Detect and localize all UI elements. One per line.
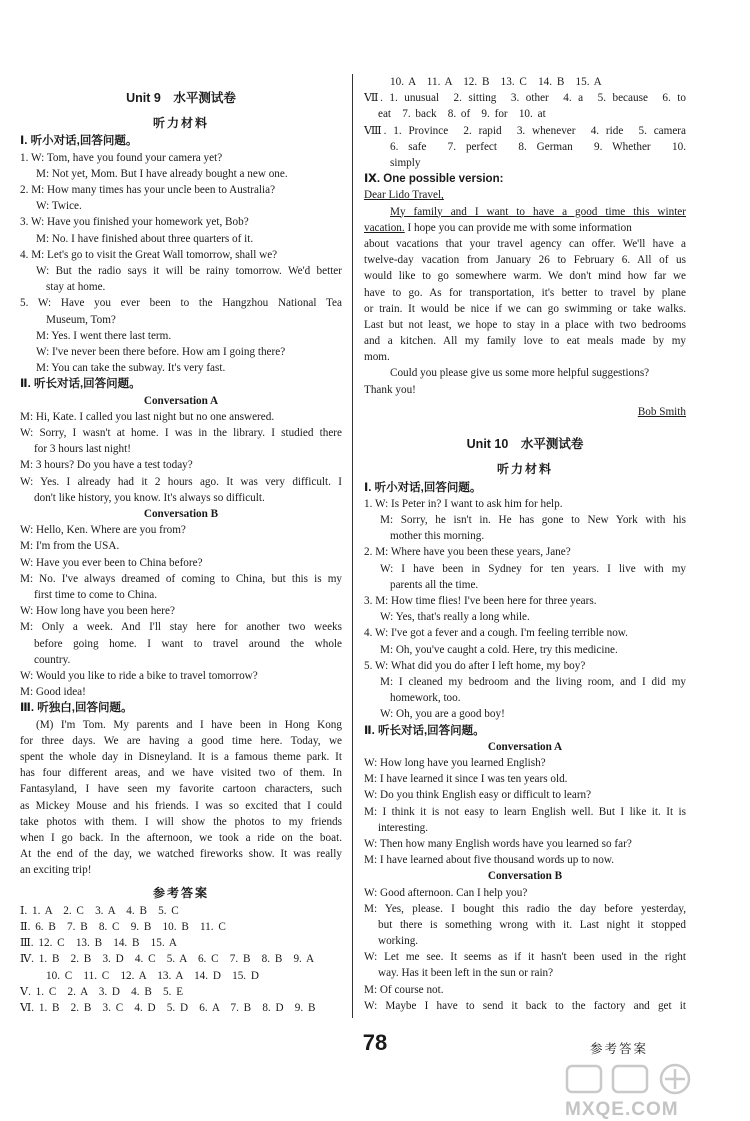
- letter-line: mom.: [364, 351, 390, 364]
- unit10-section-2-heading: Ⅱ. 听长对话,回答问题。: [364, 724, 485, 737]
- dialogue-line: working.: [378, 935, 419, 948]
- answer-line: eat 7. back 8. of 9. for 10. at: [378, 108, 546, 121]
- unit10-conversation-b-title: Conversation B: [487, 870, 563, 883]
- answer-line: Ⅰ. 1. A 2. C 3. A 4. B 5. C: [20, 904, 179, 917]
- footer-label: 参考答案: [590, 1042, 649, 1056]
- dialogue-line: M: No. I have finished about three quarters of it.: [36, 232, 254, 245]
- dialogue-line: M: Yes. I went there last term.: [36, 329, 172, 342]
- dialogue-line: M: Oh, you've caught a cold. Here, try this medicine.: [380, 643, 618, 656]
- dialogue-line: W: Twice.: [36, 200, 82, 213]
- dialogue-line: M: I have learned about five thousand words up to now.: [364, 854, 615, 867]
- letter-vacation-word: vacation.: [364, 221, 405, 234]
- monologue-line: an exciting trip!: [20, 864, 92, 877]
- dialogue-line: for 3 hours last night!: [34, 443, 131, 456]
- dialogue-line: 2. M: How many times has your uncle been to Australia?: [20, 184, 276, 197]
- dialogue-line: Museum, Tom?: [46, 313, 116, 326]
- answer-line: 10. A 11. A 12. B 13. C 14. B 15. A: [390, 76, 602, 88]
- writing-section-heading: Ⅸ. One possible version:: [364, 173, 504, 186]
- letter-line-rest: I hope you can provide me with some information: [404, 221, 632, 234]
- unit9-answer-key: [20, 903, 342, 1016]
- dialogue-line: 2. M: Where have you been these years, Jane?: [364, 546, 571, 559]
- dialogue-line: W: I have been in Sydney for ten years. I live with my: [380, 562, 686, 575]
- unit9-conversation-a-title: Conversation A: [143, 394, 219, 407]
- column-divider: [352, 74, 353, 1018]
- letter-line: have to go. As for transportation, it's better to travel by plane: [364, 286, 686, 299]
- dialogue-line: W: Would you like to ride a bike to travel tomorrow?: [20, 670, 258, 682]
- monologue-line: At the end of the day, we watched fireworks show. It was really: [20, 848, 342, 861]
- dialogue-line: 1. W: Is Peter in? I want to ask him for help.: [364, 497, 563, 510]
- letter-line: [364, 220, 686, 236]
- letter-line: twelve-day vacation from January 26 to February 6. All of us: [364, 254, 686, 267]
- monologue-line: for three days. We are having a good time here. Today, we: [20, 734, 342, 747]
- watermark-glyphs: [567, 1065, 689, 1093]
- letter-first-line: My family and I want to have a good time this winter: [390, 205, 686, 218]
- dialogue-line: 5. W: Have you ever been to the Hangzhou National Tea: [20, 297, 342, 310]
- unit10-listening-title: 听力材料: [496, 462, 553, 477]
- dialogue-line: 1. W: Tom, have you found your camera yet?: [20, 151, 223, 164]
- dialogue-line: parents all the time.: [390, 578, 479, 591]
- left-column: [20, 74, 342, 1016]
- dialogue-line: W: Hello, Ken. Where are you from?: [20, 524, 186, 537]
- dialogue-line: M: Not yet, Mom. But I have already bought a new one.: [36, 167, 288, 180]
- monologue-line: as Mickey Mouse and his friends. I was so excited that I could: [20, 799, 342, 812]
- dialogue-line: W: Oh, you are a good boy!: [380, 708, 505, 721]
- dialogue-line: M: Yes, please. I bought this radio the day before yesterday,: [364, 902, 686, 915]
- dialogue-line: W: Then how many English words have you learned so far?: [364, 837, 632, 850]
- dialogue-line: W: Let me see. It seems as if it hasn't been used in the right: [364, 951, 686, 964]
- monologue-line: has four different areas, and we have visited two of them. In: [20, 767, 342, 780]
- letter-line: Last but not least, we hope to stay in a place with two bedrooms: [364, 318, 686, 331]
- dialogue-line: homework, too.: [390, 692, 461, 705]
- answer-line: Ⅷ. 1. Province 2. rapid 3. whenever 4. ride 5. camera: [364, 124, 686, 137]
- signature-text: Bob Smith: [637, 405, 686, 418]
- dialogue-line: M: I cleaned my bedroom and the living room, and I did my: [380, 675, 686, 688]
- monologue-line: Fantasyland, I have seen my favorite cartoon characters, such: [20, 783, 342, 796]
- monologue-line: take photos with them. I will show the photos to my friends: [20, 815, 342, 828]
- answer-line: Ⅵ. 1. B 2. B 3. C 4. D 5. D 6. A 7. B 8. D 9. B: [20, 1001, 316, 1014]
- letter-greeting: Dear Lido Travel,: [364, 189, 444, 202]
- dialogue-line: 4. M: Let's go to visit the Great Wall tomorrow, shall we?: [20, 248, 278, 261]
- watermark-text: MXQE.COM: [565, 1099, 679, 1120]
- answer-line: Ⅶ. 1. unusual 2. sitting 3. other 4. a 5. because 6. to: [364, 92, 686, 105]
- dialogue-line: interesting.: [378, 821, 429, 834]
- unit9-conversation-b-title: Conversation B: [143, 508, 219, 521]
- unit10-conversation-a-title: Conversation A: [487, 740, 563, 753]
- unit9-answers-title: 参考答案: [152, 885, 209, 900]
- dialogue-line: country.: [34, 653, 71, 666]
- watermark-logo: [555, 1062, 740, 1120]
- dialogue-line: 3. M: How time flies! I've been here for three years.: [364, 594, 597, 607]
- dialogue-line: 5. W: What did you do after I left home, my boy?: [364, 659, 586, 672]
- dialogue-line: M: Hi, Kate. I called you last night but no one answered.: [20, 410, 275, 423]
- dialogue-line: W: But the radio says it will be rainy tomorrow. We'd better: [36, 265, 342, 278]
- monologue-line: when I go back. In the afternoon, we took a ride on the boat.: [20, 831, 342, 844]
- answer-line: Ⅱ. 6. B 7. B 8. C 9. B 10. B 11. C: [20, 920, 226, 933]
- unit9-section-3-heading: Ⅲ. 听独白,回答问题。: [20, 702, 133, 715]
- page-number: 78: [362, 1030, 388, 1055]
- dialogue-line: W: Yes, that's really a long while.: [380, 611, 530, 624]
- dialogue-line: 4. W: I've got a fever and a cough. I'm feeling terrible now.: [364, 627, 628, 640]
- dialogue-line: M: I have learned it since I was ten years old.: [364, 773, 568, 786]
- dialogue-line: but there is something wrong with it. Last night it stopped: [378, 918, 686, 931]
- dialogue-line: 3. W: Have you finished your homework yet, Bob?: [20, 216, 249, 229]
- letter-line: and a kitchen. All my family love to eat meals made by my: [364, 335, 686, 348]
- answer-line: 6. safe 7. perfect 8. German 9. Whether 10.: [390, 140, 686, 153]
- dialogue-line: W: Have you ever been to China before?: [20, 556, 203, 569]
- dialogue-line: way. Has it been left in the sun or rain?: [378, 967, 554, 980]
- dialogue-line: M: I'm from the USA.: [20, 540, 120, 553]
- letter-closing: Thank you!: [364, 383, 416, 396]
- letter-line: about vacations that your travel agency can offer. We'll have a: [364, 237, 686, 250]
- letter-line: or train. It would be nice if we can go swimming or take walks.: [364, 302, 686, 315]
- dialogue-line: stay at home.: [46, 281, 106, 294]
- dialogue-line: first time to come to China.: [34, 589, 158, 602]
- unit10-section-1-heading: Ⅰ. 听小对话,回答问题。: [364, 481, 482, 494]
- unit9-section-1-heading: Ⅰ. 听小对话,回答问题。: [20, 135, 138, 148]
- dialogue-line: W: How long have you been here?: [20, 605, 175, 618]
- dialogue-line: don't like history, you know. It's always so difficult.: [34, 491, 265, 504]
- dialogue-line: M: Only a week. And I'll stay here for another two weeks: [20, 621, 342, 634]
- dialogue-line: W: Yes. I already had it 2 hours ago. It was very difficult. I: [20, 475, 342, 488]
- unit10-title: Unit 10 水平测试卷: [466, 437, 584, 452]
- dialogue-line: W: Maybe I have to send it back to the factory and get it: [364, 999, 686, 1012]
- monologue-line: spent the whole day in Disneyland. It is a famous theme park. It: [20, 750, 342, 763]
- dialogue-line: M: Good idea!: [20, 686, 86, 699]
- dialogue-line: M: I think it is not easy to learn English well. But I like it. It is: [364, 805, 686, 818]
- dialogue-line: M: No. I've always dreamed of coming to China, but this is my: [20, 572, 342, 585]
- answer-line: 10. C 11. C 12. A 13. A 14. D 15. D: [46, 969, 259, 982]
- dialogue-line: W: Good afternoon. Can I help you?: [364, 886, 528, 899]
- letter-line: would like to go somewhere warm. We don't mind how far we: [364, 270, 686, 283]
- dialogue-line: W: I've never been there before. How am I going there?: [36, 346, 286, 359]
- unit9-answer-key-continued: [364, 74, 686, 171]
- letter-signature: [364, 404, 686, 420]
- dialogue-line: before going home. I want to travel around the whole: [34, 637, 342, 650]
- dialogue-line: W: Sorry, I wasn't at home. I was in the library. I studied there: [20, 427, 342, 440]
- answer-line: simply: [390, 156, 421, 169]
- dialogue-line: W: How long have you learned English?: [364, 756, 546, 769]
- dialogue-line: W: Do you think English easy or difficult to learn?: [364, 789, 592, 802]
- dialogue-line: M: 3 hours? Do you have a test today?: [20, 459, 193, 472]
- unit9-title: Unit 9 水平测试卷: [126, 91, 236, 105]
- dialogue-line: M: You can take the subway. It's very fast.: [36, 362, 226, 375]
- dialogue-line: mother this morning.: [390, 530, 485, 543]
- answer-line: Ⅲ. 12. C 13. B 14. B 15. A: [20, 937, 177, 950]
- right-column: [364, 74, 686, 1014]
- answer-line: Ⅳ. 1. B 2. B 3. D 4. C 5. A 6. C 7. B 8. B 9. A: [20, 953, 315, 966]
- dialogue-line: M: Of course not.: [364, 983, 444, 996]
- unit9-section-2-heading: Ⅱ. 听长对话,回答问题。: [20, 378, 141, 391]
- unit9-listening-title: 听力材料: [152, 116, 209, 131]
- letter-closing: Could you please give us some more helpful suggestions?: [390, 367, 650, 380]
- monologue-line: (M) I'm Tom. My parents and I have been in Hong Kong: [36, 718, 342, 731]
- dialogue-line: M: Sorry, he isn't in. He has gone to New York with his: [380, 513, 686, 526]
- answer-line: Ⅴ. 1. C 2. A 3. D 4. B 5. E: [20, 985, 184, 998]
